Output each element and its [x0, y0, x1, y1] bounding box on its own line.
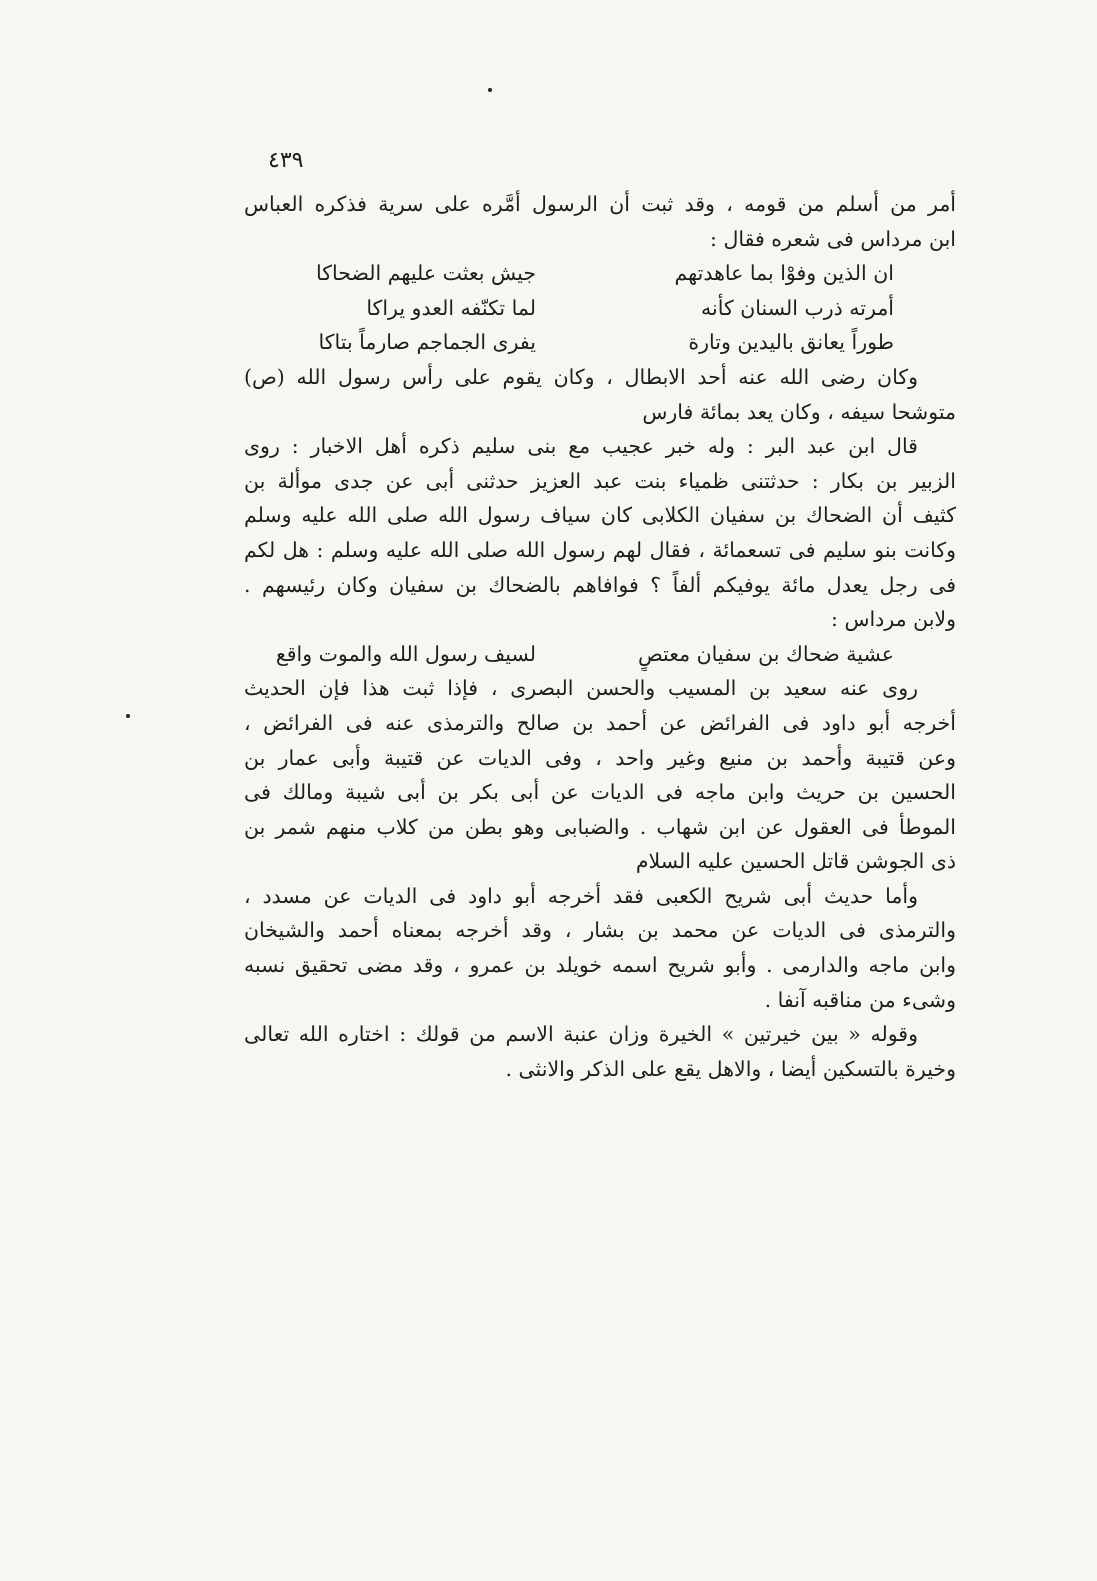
- text-line: روى عنه سعيد بن المسيب والحسن البصرى ، فإذا ثبت هذا فإن الحديث: [244, 676, 918, 701]
- text-line: وخيرة بالتسكين أيضا ، والاهل يقع على الذكر والانثى .: [505, 1056, 956, 1081]
- text-line: وابن ماجه والدارمى . وأبو شريح اسمه خويلد بن عمرو ، وقد مضى تحقيق نسبه: [244, 953, 956, 978]
- verse-hemistich-first: أمرته ذرب السنان كأنه: [701, 295, 894, 320]
- text-line: قال ابن عبد البر : وله خبر عجيب مع بنى سليم ذكره أهل الاخبار : روى: [244, 434, 918, 459]
- text-line: أمر من أسلم من قومه ، وقد ثبت أن الرسول أمَّره على سرية فذكره العباس: [244, 192, 956, 216]
- text-line: وكانت بنو سليم فى تسعمائة ، فقال لهم رسول الله صلى الله عليه وسلم : هل لكم: [244, 537, 956, 562]
- text-line: ابن مرداس فى شعره فقال :: [710, 226, 956, 251]
- text-line: الزبير بن بكار : حدثتنى ظمياء بنت عبد العزيز حدثنى أبى عن جدى موألة بن: [244, 468, 956, 493]
- verse-hemistich-second: جيش بعثت عليهم الضحاكا: [316, 261, 536, 286]
- text-line: متوشحا سيفه ، وكان يعد بمائة فارس: [642, 399, 956, 424]
- text-line: وقوله « بين خيرتين » الخيرة وزان عنبة الاسم من قولك : اختاره الله تعالى: [244, 1022, 918, 1047]
- verse-line: [244, 325, 956, 360]
- body-text: [244, 187, 956, 1086]
- text-line: الموطأ فى العقول عن ابن شهاب . والضبابى وهو بطن من كلاب منهم شمر بن: [244, 814, 956, 839]
- text-line: أخرجه أبو داود فى الفرائض عن أحمد بن صالح والترمذى عنه فى الفرائض ،: [244, 710, 956, 735]
- text-line: الحسين بن حريث وابن ماجه فى الديات عن أبى بكر بن أبى شيبة ومالك فى: [244, 780, 956, 805]
- page-number: ٤٣٩: [268, 148, 304, 173]
- verse-line: [244, 637, 956, 672]
- text-line: ولابن مرداس :: [831, 607, 956, 632]
- verse-hemistich-first: طوراً يعانق باليدين وتارة: [688, 330, 894, 355]
- text-line: وعن قتيبة وأحمد بن منيع وغير واحد ، وفى الديات عن قتيبة وأبى عمار بن: [244, 745, 956, 770]
- verse-hemistich-second: يفرى الجماجم صارماً بتاكا: [318, 330, 536, 355]
- text-line: وكان رضى الله عنه أحد الابطال ، وكان يقوم على رأس رسول الله (ص): [244, 364, 918, 389]
- verse-hemistich-second: لما تكنّفه العدو يراكا: [366, 295, 536, 320]
- verse-hemistich-second: لسيف رسول الله والموت واقع: [275, 641, 536, 666]
- ink-speck: [488, 88, 492, 92]
- text-line: فى رجل يعدل مائة يوفيكم ألفاً ؟ فوافاهم بالضحاك بن سفيان وكان رئيسهم .: [244, 572, 956, 597]
- text-line: ذى الجوشن قاتل الحسين عليه السلام: [635, 849, 956, 874]
- verse-line: [244, 256, 956, 291]
- verse-hemistich-first: عشية ضحاك بن سفيان معتصٍ: [637, 641, 894, 666]
- text-line: وشىء من مناقبه آنفا .: [764, 987, 956, 1012]
- verse-hemistich-first: ان الذين وفوْا بما عاهدتهم: [674, 261, 894, 286]
- text-line: والترمذى فى الديات عن محمد بن بشار ، وقد أخرجه بمعناه أحمد والشيخان: [244, 918, 956, 943]
- verse-line: [244, 291, 956, 326]
- text-line: وأما حديث أبى شريح الكعبى فقد أخرجه أبو داود فى الديات عن مسدد ،: [244, 883, 918, 908]
- text-line: كثيف أن الضحاك بن سفيان الكلابى كان سياف رسول الله صلى الله عليه وسلم: [244, 503, 956, 528]
- ink-speck: [126, 714, 130, 718]
